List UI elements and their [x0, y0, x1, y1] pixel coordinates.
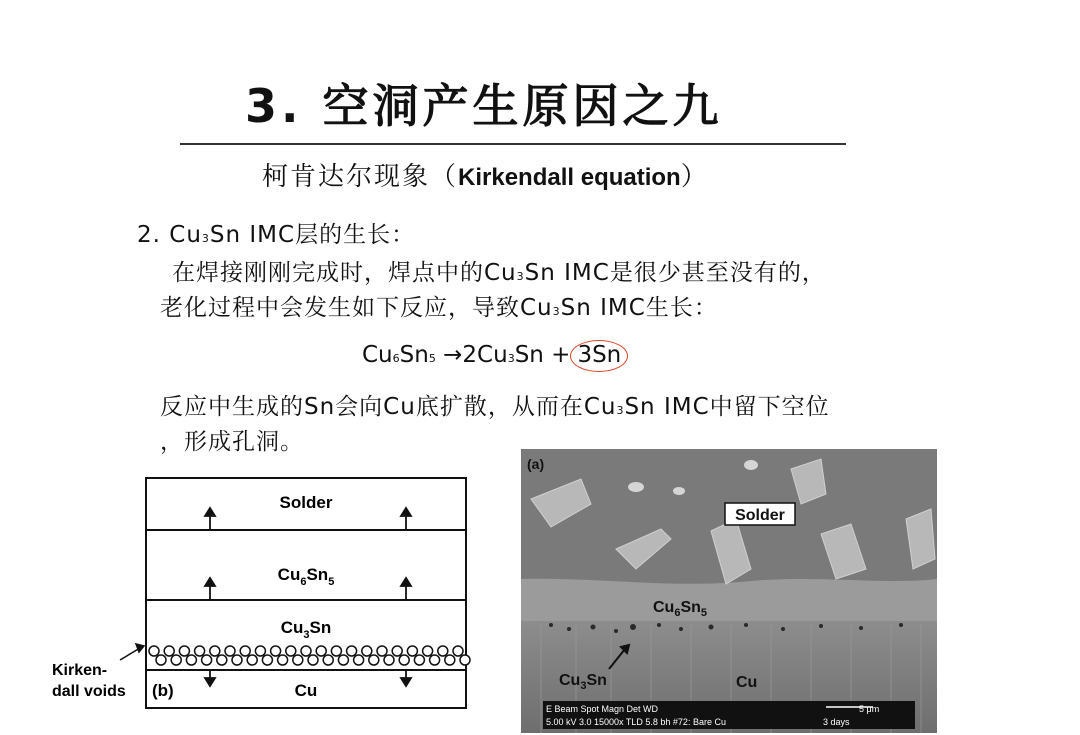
layer-cu-label: Cu — [294, 681, 318, 700]
section-heading: 2. Cu3Sn IMC层的生长： — [137, 222, 416, 248]
void-circle — [156, 655, 166, 665]
void-circle — [217, 655, 227, 665]
void-circle — [164, 646, 174, 656]
void-circle — [460, 655, 470, 665]
title-divider — [180, 143, 846, 145]
paragraph-line-4: ，形成孔洞。 — [160, 429, 304, 455]
slide-title: 3. 空洞产生原因之九 — [245, 79, 723, 133]
void-circle — [308, 655, 318, 665]
voids-label-line2: dall voids — [52, 683, 126, 700]
voids-label-line1: Kirken- — [52, 662, 108, 679]
void-circle — [331, 646, 341, 656]
void-circle — [247, 655, 257, 665]
void-circle — [338, 655, 348, 665]
kirkendall-schematic — [48, 470, 478, 730]
void-circle — [171, 655, 181, 665]
void-circle — [438, 646, 448, 656]
paragraph-line-2: 老化过程中会发生如下反应，导致Cu3Sn IMC生长： — [160, 295, 718, 321]
void-circle — [316, 646, 326, 656]
void-circle — [186, 655, 196, 665]
void-circle — [423, 646, 433, 656]
void-circle — [362, 646, 372, 656]
panel-b-label: (b) — [152, 681, 174, 700]
void-circle — [347, 646, 357, 656]
void-circle — [414, 655, 424, 665]
void-circle — [255, 646, 265, 656]
sem-cu3sn-label: $Cu_3Sn$ — [559, 672, 607, 692]
panel-a-label: (a) — [527, 456, 545, 472]
void-circle — [262, 655, 272, 665]
layer-cu6sn5-label: $Cu_6Sn_5$ — [277, 565, 335, 588]
void-circle — [293, 655, 303, 665]
layer-solder-label: Solder — [279, 493, 333, 512]
void-circle — [179, 646, 189, 656]
void-circle — [430, 655, 440, 665]
databar-row2: 5.00 kV 3.0 15000x TLD 5.8 bh #72: Bare Cu — [546, 717, 726, 727]
void-circle — [384, 655, 394, 665]
layer-cu3sn-label: $Cu_3Sn$ — [280, 618, 332, 641]
void-circle — [323, 655, 333, 665]
void-circle — [195, 646, 205, 656]
void-circle — [232, 655, 242, 665]
void-circle — [445, 655, 455, 665]
void-circle — [392, 646, 402, 656]
void-circle — [407, 646, 417, 656]
void-circle — [286, 646, 296, 656]
sem-solder-label: Solder — [735, 507, 785, 524]
circled-3sn: 3Sn — [570, 340, 628, 372]
void-circle — [399, 655, 409, 665]
slide-subtitle: 柯肯达尔现象（Kirkendall equation） — [262, 162, 709, 192]
sem-cu6sn5-label: $Cu_6Sn_5$ — [653, 599, 708, 619]
void-circle — [240, 646, 250, 656]
void-circle — [149, 646, 159, 656]
reaction-equation: Cu6Sn5 →2Cu3Sn + 3Sn — [362, 340, 628, 372]
paragraph-line-3: 反应中生成的Sn会向Cu底扩散，从而在Cu3Sn IMC中留下空位 — [160, 394, 830, 420]
void-circle — [225, 646, 235, 656]
void-circle — [377, 646, 387, 656]
void-circle — [453, 646, 463, 656]
void-circle — [301, 646, 311, 656]
void-band — [149, 646, 470, 665]
paragraph-line-1: 在焊接刚刚完成时，焊点中的Cu3Sn IMC是很少甚至没有的， — [172, 260, 826, 286]
sem-cu-label: Cu — [736, 674, 758, 691]
void-circle — [278, 655, 288, 665]
scale-label: 5 μm — [859, 704, 880, 714]
void-circle — [354, 655, 364, 665]
sem-micrograph — [521, 449, 937, 733]
void-circle — [369, 655, 379, 665]
databar-row1: E Beam Spot Magn Det WD — [546, 704, 659, 714]
void-circle — [202, 655, 212, 665]
void-circle — [210, 646, 220, 656]
void-circle — [271, 646, 281, 656]
age-label: 3 days — [823, 717, 850, 727]
